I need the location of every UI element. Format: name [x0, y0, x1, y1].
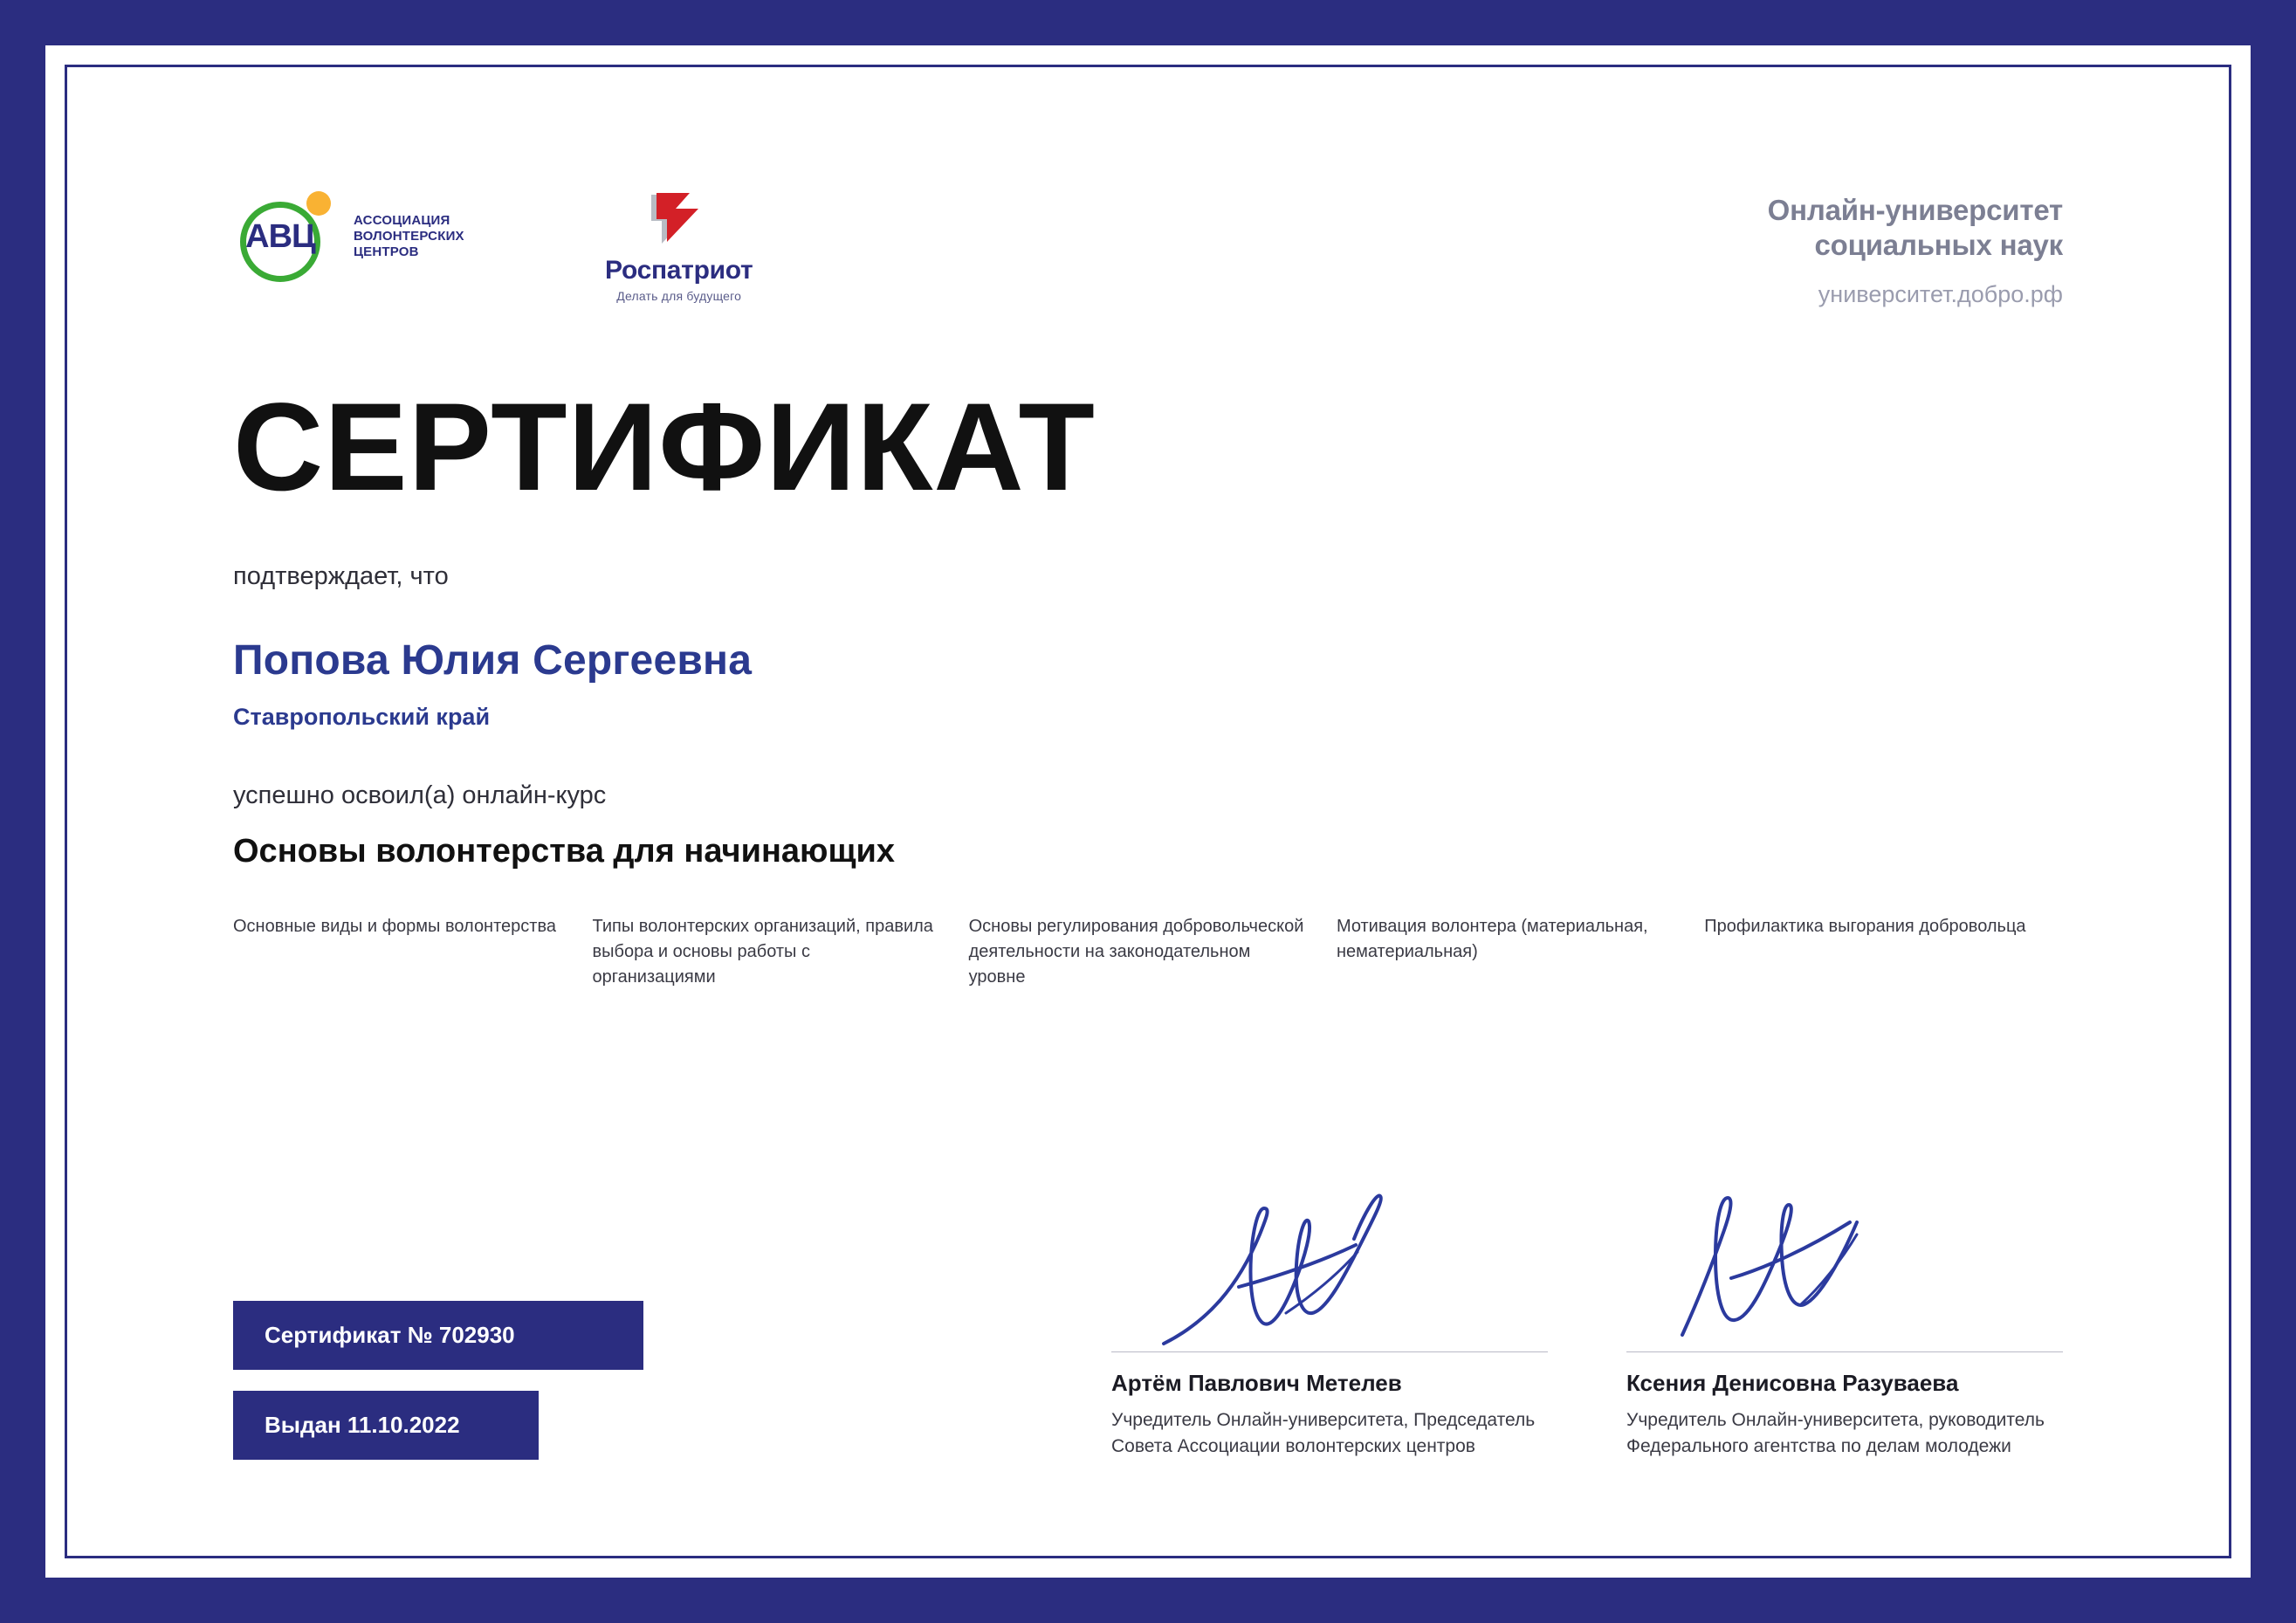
avc-logo — [233, 191, 493, 282]
certificate-number-badge: Сертификат № 702930 — [233, 1301, 643, 1370]
signature-image-1 — [1111, 1159, 1548, 1351]
topic-item: Типы волонтерских организаций, правила выбора и основы работы с организациями — [592, 917, 933, 987]
rospatriot-flag-icon — [644, 191, 714, 252]
brand-title-line2: социальных наук — [1814, 228, 2063, 261]
recipient-region: Ставропольский край — [233, 704, 491, 731]
brand-title-line1: Онлайн-университет — [1767, 194, 2063, 226]
signature-block — [1626, 1159, 2063, 1460]
certificate-header — [233, 181, 2063, 308]
brand-block — [1768, 181, 2063, 308]
signatory-name: Ксения Денисовна Разуваева — [1626, 1370, 1959, 1397]
avc-logo-icon — [233, 191, 341, 282]
topics-list — [233, 914, 2063, 990]
rospatriot-logo — [605, 191, 753, 303]
signature-image-2 — [1626, 1159, 2063, 1351]
confirms-text: подтверждает, что — [233, 562, 449, 591]
certificate-footer — [233, 1159, 2063, 1460]
topic-item: Основы регулирования добровольческой деятельности на законодательном уровне — [968, 917, 1304, 987]
topic-item: Основные виды и формы волонтерства — [233, 917, 556, 937]
rospatriot-sub-label: Делать для будущего — [616, 289, 742, 303]
signature-block — [1111, 1159, 1548, 1460]
brand-url-label: университет.добро.рф — [1818, 281, 2063, 308]
completion-text: успешно освоил(а) онлайн-курс — [233, 781, 607, 810]
certificate-date-badge: Выдан 11.10.2022 — [233, 1391, 539, 1460]
signature-icon — [1155, 1182, 1443, 1357]
signature-icon — [1670, 1182, 1932, 1357]
certificate-title: СЕРТИФИКАТ — [233, 378, 1096, 518]
recipient-name: Попова Юлия Сергеевна — [233, 637, 753, 684]
certificate-inner-border — [65, 65, 2231, 1558]
avc-caption-label: АССОЦИАЦИЯ ВОЛОНТЕРСКИХ ЦЕНТРОВ — [354, 213, 464, 259]
certificate-inner-white — [45, 45, 2251, 1578]
topic-item: Мотивация волонтера (материальная, нематериальная) — [1336, 917, 1648, 962]
avc-monogram-label: АВЦ — [245, 217, 315, 255]
rospatriot-title-label: Роспатриот — [605, 256, 753, 285]
signature-group — [1111, 1159, 2063, 1460]
course-name: Основы волонтерства для начинающих — [233, 833, 896, 870]
topic-item: Профилактика выгорания добровольца — [1704, 917, 2026, 937]
signatory-name: Артём Павлович Метелев — [1111, 1370, 1402, 1397]
badge-group — [233, 1301, 643, 1460]
certificate-content — [67, 67, 2229, 1556]
signatory-role: Учредитель Онлайн-университета, Председатель Совета Ассоциации волонтерских центров — [1111, 1410, 1536, 1457]
signatory-role: Учредитель Онлайн-университета, руководитель Федерального агентства по делам молодежи — [1626, 1410, 2045, 1457]
logo-group — [233, 181, 753, 303]
